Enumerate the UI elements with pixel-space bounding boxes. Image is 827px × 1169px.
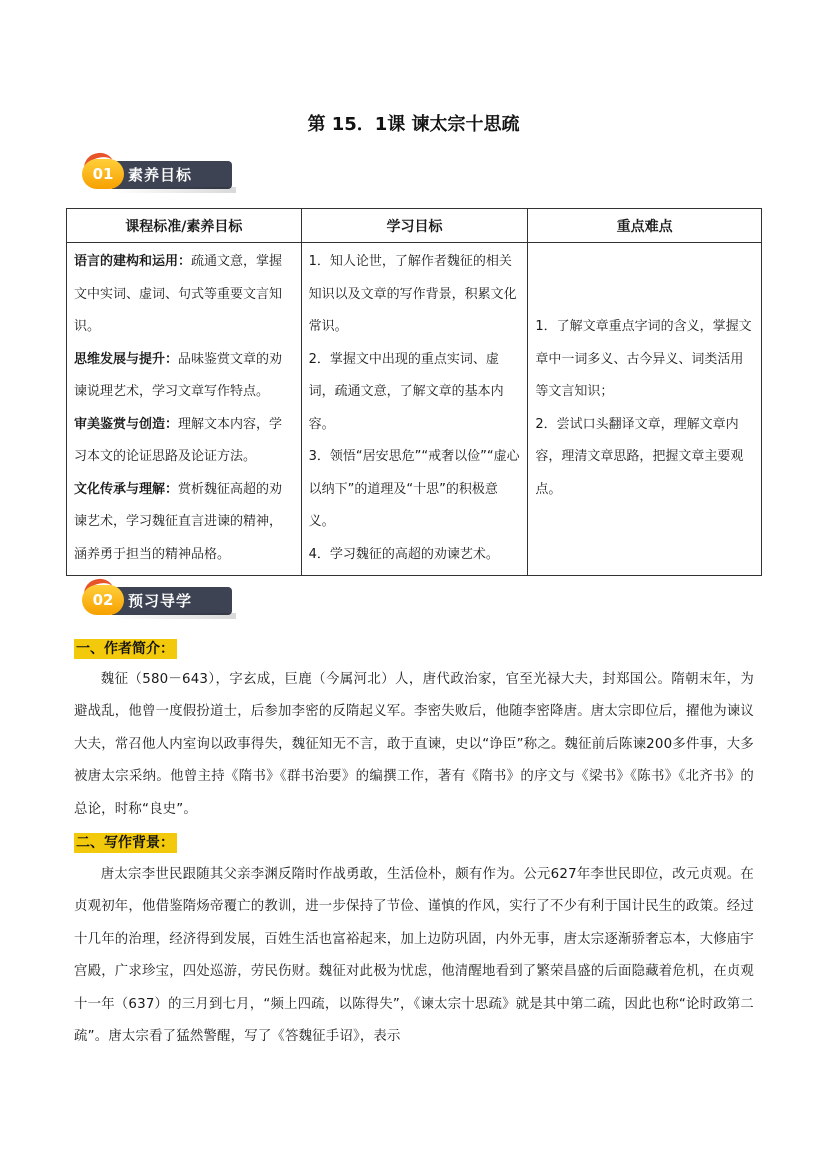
standard-key: 思维发展与提升： xyxy=(74,351,179,367)
objectives-cell xyxy=(301,243,528,576)
background-heading: 二、写作背景： xyxy=(74,833,177,853)
standard-text: 品味鉴赏文章的劝谏说理艺术，学习文章写作特点。 xyxy=(74,351,283,399)
author-heading: 一、作者简介： xyxy=(74,639,177,659)
background-text: 唐太宗李世民跟随其父亲李渊反隋时作战勇敢，生活俭朴，颇有作为。公元627年李世民即位，改元贞观。在贞观初年，他借鉴隋炀帝覆亡的教训，进一步保持了节俭、谨慎的作风，实行了不少有利于国计民生的政策。经过十几年的治理，经济得到发展，百姓生活也富裕起来，加上边防巩固，内外无事，唐太宗逐渐骄奢忘本，大修庙宇宫殿，广求珍宝，四处巡游，劳民伤财。魏征对此极为忧虑，他清醒地看到了繁荣昌盛的后面隐藏着危机，在贞观十一年（637）的三月到七月，“频上四疏，以陈得失”，《谏太宗十思疏》就是其中第二疏，因此也称“论时政第二疏”。唐太宗看了猛然警醒，写了《答魏征手诏》，表示 xyxy=(74,867,754,1045)
standard-text: 赏析魏征高超的劝谏艺术，学习魏征直言进谏的精神，涵养勇于担当的精神品格。 xyxy=(74,481,283,562)
standard-key: 审美鉴赏与创造： xyxy=(74,416,179,432)
key-points-cell xyxy=(528,243,762,576)
section-label: 素养目标 xyxy=(112,161,232,189)
section-label: 预习导学 xyxy=(112,587,232,615)
key-point-item: 2．尝试口头翻译文章，理解文章内容，理清文章思路，把握文章主要观点。 xyxy=(535,416,744,497)
author-paragraph xyxy=(74,664,754,826)
section-badge-preview xyxy=(82,583,234,619)
section-number: 01 xyxy=(82,159,124,189)
section-number: 02 xyxy=(82,585,124,615)
standard-key: 语言的建构和运用： xyxy=(74,254,192,269)
objective-item: 3．领悟“居安思危”“戒奢以俭”“虚心以纳下”的道理及“十思”的积极意义。 xyxy=(308,449,520,529)
background-paragraph xyxy=(74,859,754,1053)
standard-text: 疏通文意，掌握文中实词、虚词、句式等重要文言知识。 xyxy=(74,254,283,334)
objective-item: 2．掌握文中出现的重点实词、虚词，疏通文意，了解文章的基本内容。 xyxy=(308,351,504,432)
table-header: 重点难点 xyxy=(528,209,762,243)
objective-item: 4．学习魏征的高超的劝谏艺术。 xyxy=(308,546,499,562)
goals-table xyxy=(66,208,762,576)
standards-cell xyxy=(67,243,302,576)
standard-key: 文化传承与理解： xyxy=(74,481,179,497)
key-point-item: 1．了解文章重点字词的含义，掌握文章中一词多义、古今异义、词类活用等文言知识； xyxy=(535,319,752,399)
table-header: 课程标准/素养目标 xyxy=(67,209,302,243)
page-title: 第 15．1课 谏太宗十思疏 xyxy=(307,114,520,135)
author-text: 魏征（580－643），字玄成，巨鹿（今属河北）人，唐代政治家，官至光禄大夫，封郑国公。隋朝末年，为避战乱，他曾一度假扮道士，后参加李密的反隋起义军。李密失败后，他随李密降唐。唐太宗即位后，擢他为谏议大夫，常召他人内室询以政事得失，魏征知无不言，敢于直谏，史以“诤臣”称之。魏征前后陈谏200多件事，大多被唐太宗采纳。他曾主持《隋书》《群书治要》的编撰工作，著有《隋书》的序文与《梁书》《陈书》《北齐书》的总论，时称“良史”。 xyxy=(74,672,754,817)
table-header: 学习目标 xyxy=(301,209,528,243)
standard-text: 理解文本内容，学习本文的论证思路及论证方法。 xyxy=(74,416,283,464)
objective-item: 1．知人论世，了解作者魏征的相关知识以及文章的写作背景，积累文化常识。 xyxy=(308,254,517,334)
section-badge-goals xyxy=(82,157,234,193)
